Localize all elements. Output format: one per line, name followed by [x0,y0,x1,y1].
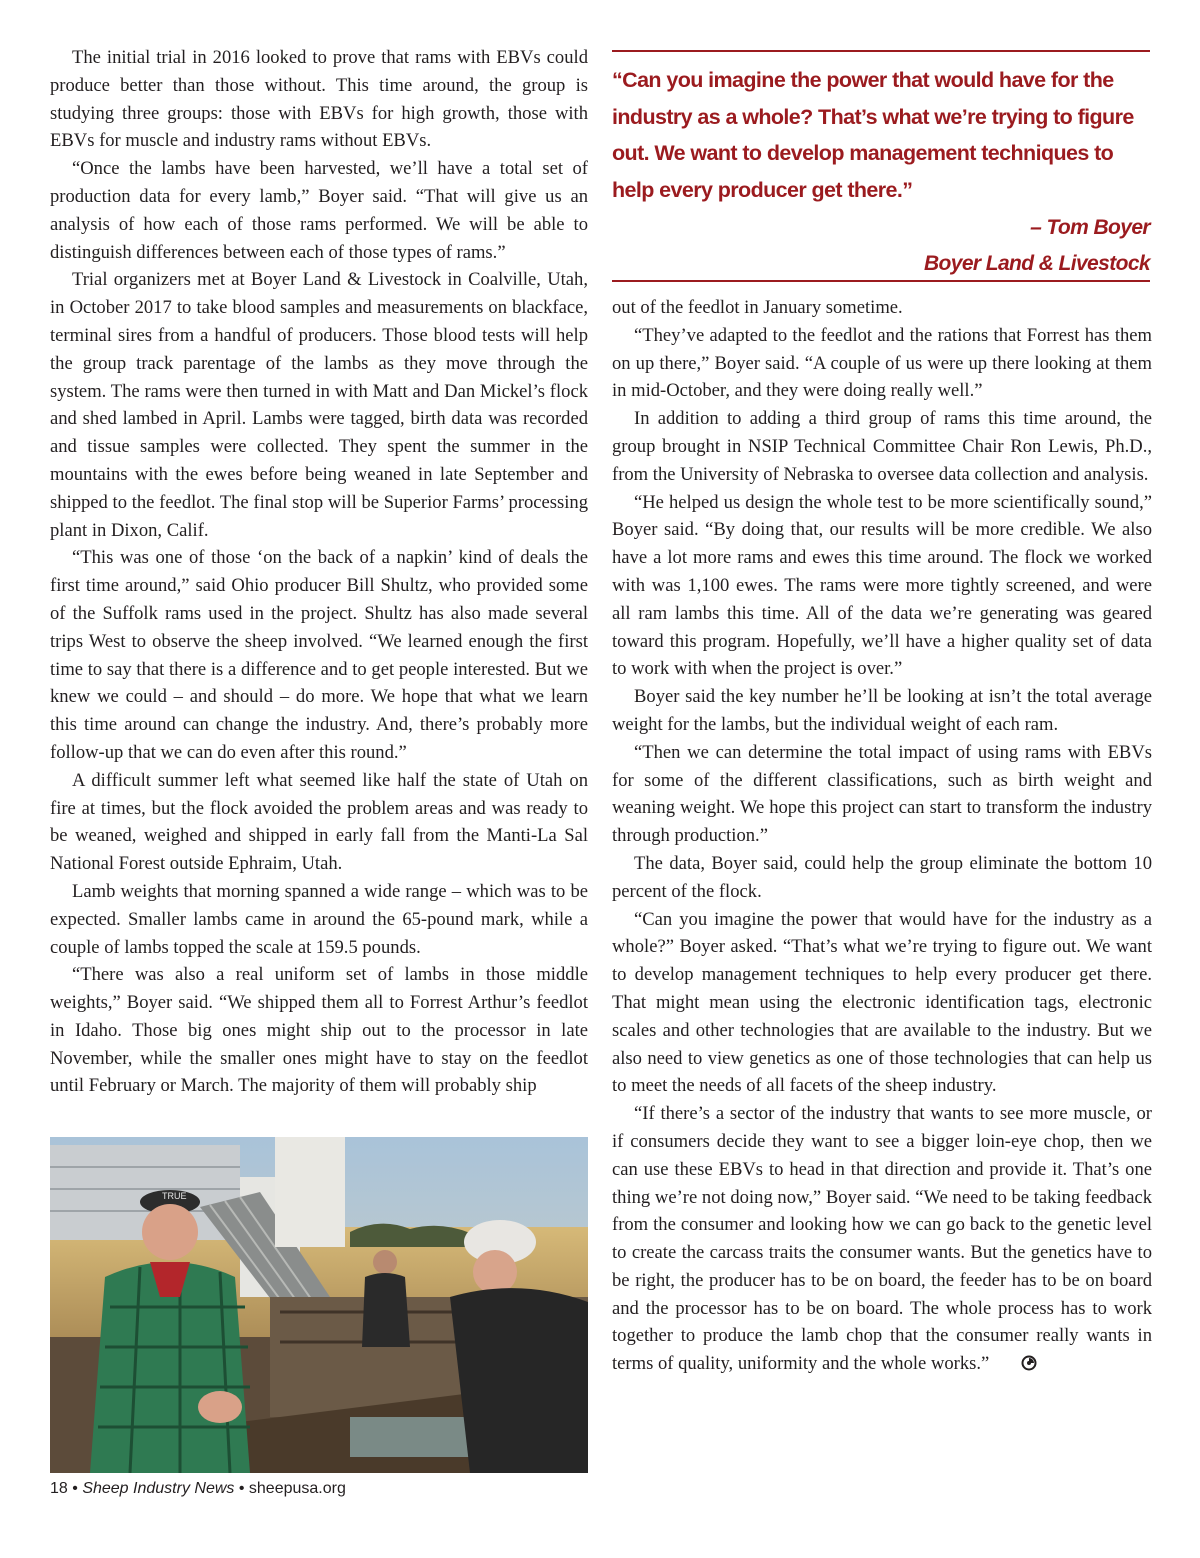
page-footer [50,1480,346,1498]
ram-horn-icon [999,1352,1015,1368]
pull-quote-attribution-org: Boyer Land & Livestock [923,252,1150,275]
page-number: 18 [50,1480,68,1497]
article-photo [50,1137,588,1473]
article-column-right [612,294,1152,1378]
paragraph: The initial trial in 2016 looked to prove that rams with EBVs could produce better than those without. This time around, the group is studying three groups: those with EBVs for high growth, those with EBVs for muscle and industry rams without EBVs. [50,47,588,152]
website-link[interactable]: sheepusa.org [248,1480,346,1497]
paragraph: “Then we can determine the total impact of using rams with EBVs for some of the different classifications, such as birth weight and weaning weight. We hope this project can start to transform the industry through production.” [612,741,1152,847]
footer-bullet: • [72,1480,78,1497]
pull-quote-text: “Can you imagine the power that would have for the industry as a whole? That’s what we’re trying to figure out. We want to develop management techniques to help every producer get there.” [612,68,1134,202]
paragraph: “There was also a real uniform set of lambs in those middle weights,” Boyer said. “We shipped them all to Forrest Arthur’s feedlot in Idaho. Those big ones might ship out to the processor in late November, while the smaller ones might have to stay on the feedlot until February or March. The majority of them will probably ship [50,964,588,1097]
paragraph: Trial organizers met at Boyer Land & Livestock in Coalville, Utah, in October 2017 to take blood samples and measurements on blackface, terminal sires from a handful of producers. Those blood tests will help the group track parentage of the lambs as they move through the system. The rams were then turned in with Matt and Dan Mickel’s flock and shed lambed in April. Lambs were tagged, birth data was recorded and tissue samples were collected. They spent the summer in the mountains with the ewes before being weaned in late September and shipped to the feedlot. The final stop will be Superior Farms’ processing plant in Dixon, Calif. [50,269,588,541]
paragraph: A difficult summer left what seemed like half the state of Utah on fire at times, but the flock avoided the problem areas and was ready to be weaned, weighed and shipped in early fall from the Manti-La Sal National Forest outside Ephraim, Utah. [50,769,588,875]
magazine-title: Sheep Industry News [82,1480,235,1497]
pull-quote-attribution-name: – Tom Boyer [1030,216,1150,239]
paragraph: Boyer said the key number he’ll be looking at isn’t the total average weight for the lambs, but the individual weight of each ram. [612,686,1152,735]
paragraph: The data, Boyer said, could help the group eliminate the bottom 10 percent of the flock. [612,852,1152,902]
paragraph-text: “If there’s a sector of the industry that wants to see more muscle, or if consumers decide they want to see a bigger loin-eye chop, then we can use these EBVs to head in that direction and provide it. That’s one thing we’re not doing now,” Boyer said. “We need to be taking feedback from the consumer and looking how we can go back to the genetic level to create the carcass traits the consumer wants. But the genetics have to be right, the producer has to be on board, the feeder has to be on board and the processor has to be on board. The whole process has to work together to produce the lamb chop that the consumer really wants in terms of quality, uniformity and the whole works.” [612,1103,1152,1375]
paragraph: In addition to adding a third group of rams this time around, the group brought in NSIP Technical Committee Chair Ron Lewis, Ph.D., from the University of Nebraska to oversee data collection and analysis. [612,408,1152,485]
cap-logo-text: TRUE [162,1191,187,1201]
paragraph: out of the feedlot in January sometime. [612,297,903,318]
paragraph-last [612,1100,1152,1378]
article-column-left [50,44,588,1100]
footer-bullet: • [238,1480,245,1497]
paragraph: Lamb weights that morning spanned a wide range – which was to be expected. Smaller lambs came in around the 65-pound mark, while a couple of lambs topped the scale at 159.5 pounds. [50,880,588,958]
paragraph: “Can you imagine the power that would have for the industry as a whole?” Boyer asked. “That’s what we’re trying to figure out. We want to develop management techniques to help every producer get there. That might mean using the electronic identification tags, electronic scales and other technologies that are available to the industry. But we also need to view genetics as one of those technologies that can help us to meet the needs of all facets of the sheep industry. [612,908,1152,1097]
paragraph: “They’ve adapted to the feedlot and the rations that Forrest has them on up there,” Boyer said. “A couple of us were up there looking at them in mid-October, and they were doing really well.” [612,324,1152,402]
pull-quote [612,50,1150,282]
paragraph: “He helped us design the whole test to be more scientifically sound,” Boyer said. “By doing that, our results will be more credible. We also have a lot more rams and ewes this time around. The flock we worked with was 1,100 ewes. The rams were more tightly screened, and were all ram lambs this time. All of the data we’re generating was geared toward this program. Hopefully, we’ll have a higher quality set of data to work with when the project is over.” [612,491,1152,680]
paragraph: “This was one of those ‘on the back of a napkin’ kind of deals the first time around,” said Ohio producer Bill Shultz, who provided some of the Suffolk rams used in the project. Shultz has also made several trips West to observe the sheep involved. “We learned enough the first time to say that there is a difference and to get people interested. But we knew we could – and should – do more. We hope that what we learn this time around can change the industry. And, there’s probably more follow-up that we can do even after this round.” [50,547,588,763]
paragraph: “Once the lambs have been harvested, we’ll have a total set of production data for every lamb,” Boyer said. “That will give us an analysis of how each of those rams performed. We will be able to distinguish differences between each of those types of rams.” [50,158,588,263]
